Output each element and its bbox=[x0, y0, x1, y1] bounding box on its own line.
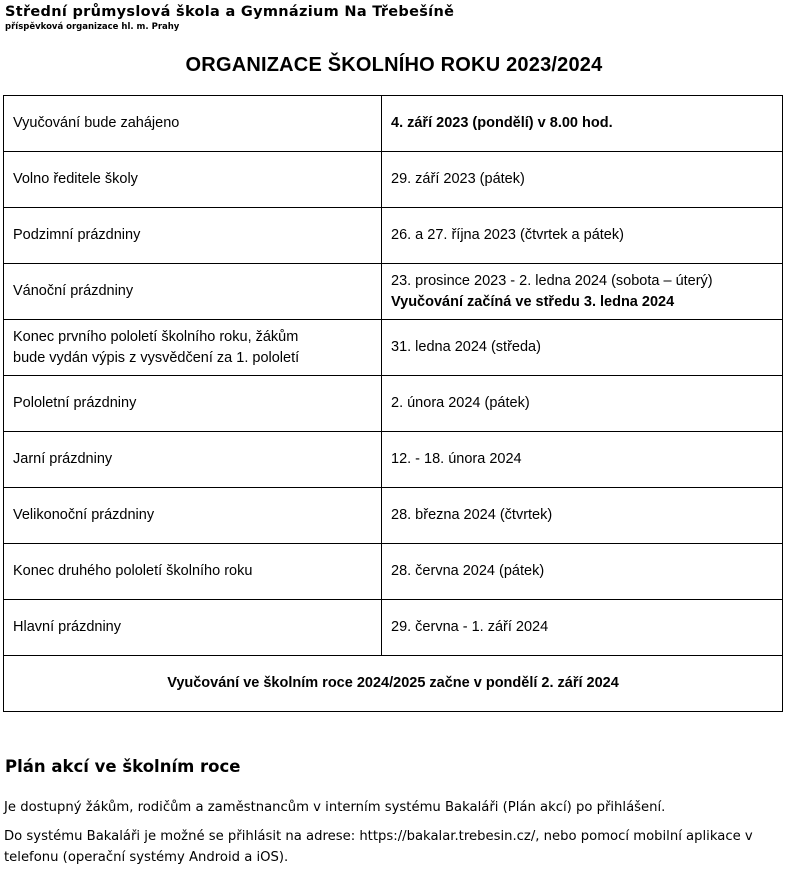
event-cell: Jarní prázdniny bbox=[4, 432, 382, 488]
plan-heading: Plán akcí ve školním roce bbox=[5, 757, 241, 776]
school-subtitle: příspěvková organizace hl. m. Prahy bbox=[5, 22, 180, 32]
date-cell: 12. - 18. února 2024 bbox=[382, 432, 783, 488]
table-row bbox=[4, 320, 783, 376]
event-cell: Podzimní prázdniny bbox=[4, 208, 382, 264]
event-cell: Hlavní prázdniny bbox=[4, 600, 382, 656]
next-year-start-note: Vyučování ve školním roce 2024/2025 začne v pondělí 2. září 2024 bbox=[4, 656, 783, 712]
table-row bbox=[4, 96, 783, 152]
date-cell: 28. června 2024 (pátek) bbox=[382, 544, 783, 600]
event-cell: Vyučování bude zahájeno bbox=[4, 96, 382, 152]
table-footer-row bbox=[4, 656, 783, 712]
table-row bbox=[4, 544, 783, 600]
event-cell: Velikonoční prázdniny bbox=[4, 488, 382, 544]
table-row bbox=[4, 600, 783, 656]
date-cell: 4. září 2023 (pondělí) v 8.00 hod. bbox=[382, 96, 783, 152]
event-cell: Volno ředitele školy bbox=[4, 152, 382, 208]
plan-paragraph-access: Je dostupný žákům, rodičům a zaměstnancům v interním systému Bakaláři (Plán akcí) po přihlášení. bbox=[4, 800, 666, 815]
school-header bbox=[5, 3, 454, 33]
event-cell: Vánoční prázdniny bbox=[4, 264, 382, 320]
date-cell: 2. února 2024 (pátek) bbox=[382, 376, 783, 432]
event-cell bbox=[4, 320, 382, 376]
date-cell: 29. září 2023 (pátek) bbox=[382, 152, 783, 208]
event-cell: Konec druhého pololetí školního roku bbox=[4, 544, 382, 600]
date-cell: 26. a 27. října 2023 (čtvrtek a pátek) bbox=[382, 208, 783, 264]
date-note: Vyučování začíná ve středu 3. ledna 2024 bbox=[391, 293, 675, 310]
event-line: bude vydán výpis z vysvědčení za 1. pololetí bbox=[13, 349, 300, 366]
event-cell: Pololetní prázdniny bbox=[4, 376, 382, 432]
table-row bbox=[4, 152, 783, 208]
table-row bbox=[4, 264, 783, 320]
date-cell: 31. ledna 2024 (středa) bbox=[382, 320, 783, 376]
table-row bbox=[4, 376, 783, 432]
table-row bbox=[4, 432, 783, 488]
event-line: Konec prvního pololetí školního roku, žákům bbox=[13, 328, 299, 345]
school-name: Střední průmyslová škola a Gymnázium Na Třebešíně bbox=[5, 4, 455, 20]
date-cell bbox=[382, 264, 783, 320]
date-text: 23. prosince 2023 - 2. ledna 2024 (sobota – úterý) bbox=[391, 272, 713, 289]
school-year-schedule-table bbox=[3, 95, 783, 712]
table-row bbox=[4, 488, 783, 544]
date-cell: 28. března 2024 (čtvrtek) bbox=[382, 488, 783, 544]
plan-paragraph-login: Do systému Bakaláři je možné se přihlásit na adrese: https://bakalar.trebesin.cz/, nebo pomocí mobilní aplikace v telefonu (operační systémy Android a iOS). bbox=[4, 829, 753, 865]
table-row bbox=[4, 208, 783, 264]
date-cell: 29. června - 1. září 2024 bbox=[382, 600, 783, 656]
document-title: ORGANIZACE ŠKOLNÍHO ROKU 2023/2024 bbox=[185, 54, 603, 76]
